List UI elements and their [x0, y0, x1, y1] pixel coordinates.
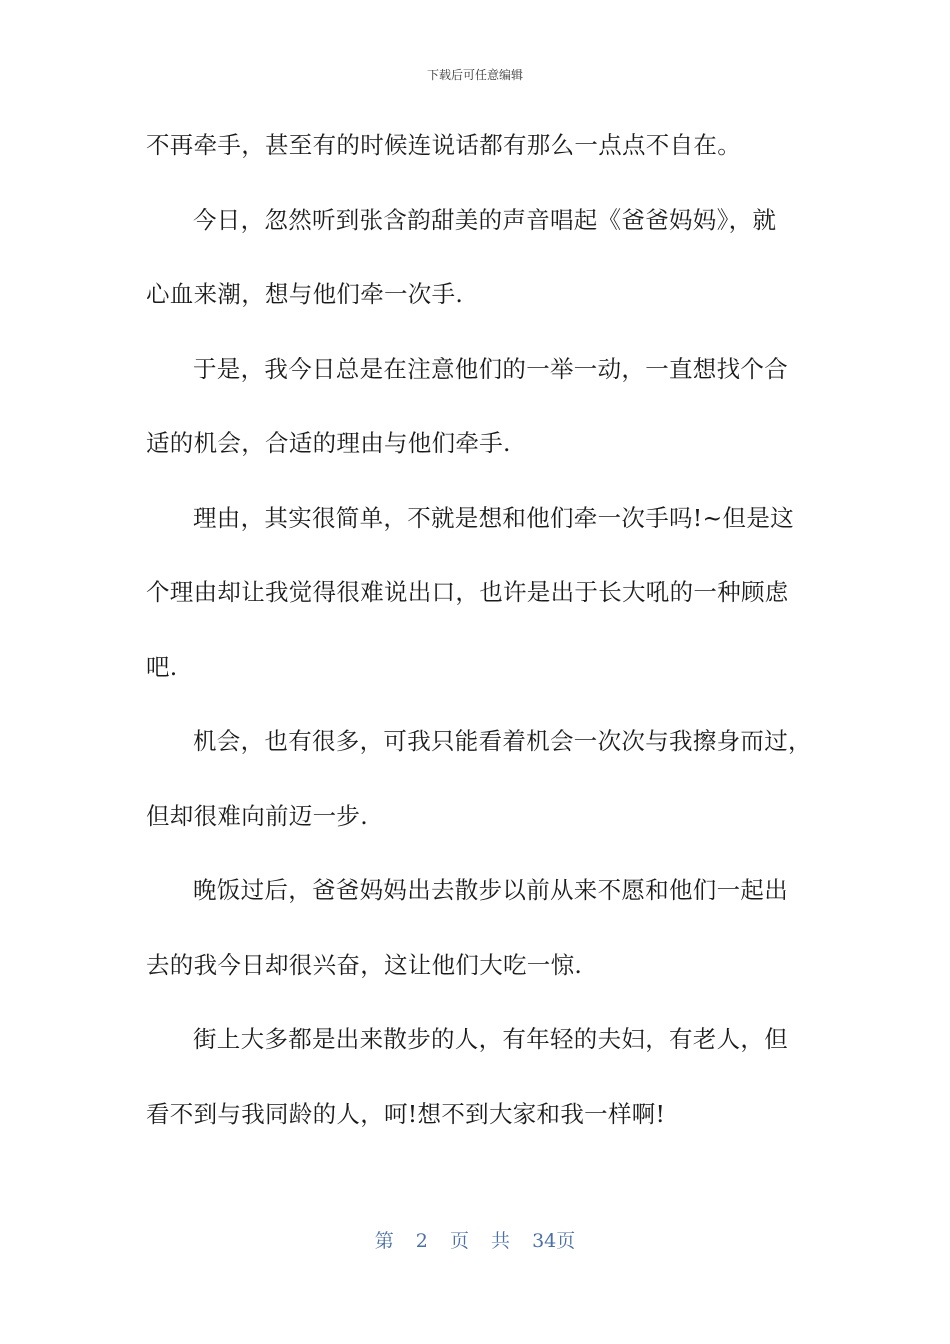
text-line-13: 街上大多都是出来散步的人，有年轻的夫妇，有老人，但 — [193, 1025, 788, 1053]
text-line-6: 理由，其实很简单，不就是想和他们牵一次手吗!~但是这 — [193, 503, 794, 532]
text-line-7: 个理由却让我觉得很难说出口，也许是出于长大吼的一种顾虑 — [146, 578, 789, 606]
document-body — [146, 120, 812, 1163]
text-line-5: 适的机会，合适的理由与他们牵手. — [146, 429, 511, 457]
text-line-4: 于是，我今日总是在注意他们的一举一动，一直想找个合 — [193, 354, 788, 383]
total-pages: 34页 — [532, 1230, 576, 1252]
current-page-number: 2 — [415, 1230, 428, 1252]
text-line-14: 看不到与我同龄的人，呵!想不到大家和我一样啊! — [146, 1099, 666, 1128]
text-line-2: 今日，忽然听到张含韵甜美的声音唱起《爸爸妈妈》，就 — [193, 205, 777, 234]
page-label: 页 — [449, 1230, 469, 1252]
text-line-9: 机会，也有很多，可我只能看着机会一次次与我擦身而过， — [193, 727, 812, 755]
page-header-note: 下载后可任意编辑 — [426, 68, 523, 82]
total-label: 共 — [491, 1230, 511, 1252]
page-prefix: 第 — [374, 1230, 394, 1252]
text-line-1: 不再牵手，甚至有的时候连说话都有那么一点点不自在。 — [146, 131, 741, 159]
text-line-10: 但却很难向前迈一步. — [146, 801, 368, 830]
text-line-8: 吧. — [146, 652, 178, 681]
text-line-11: 晚饭过后，爸爸妈妈出去散步以前从来不愿和他们一起出 — [193, 876, 788, 904]
text-line-3: 心血来潮，想与他们牵一次手. — [146, 280, 464, 308]
page-number-footer — [0, 1226, 950, 1253]
text-line-12: 去的我今日却很兴奋，这让他们大吃一惊. — [146, 950, 583, 979]
